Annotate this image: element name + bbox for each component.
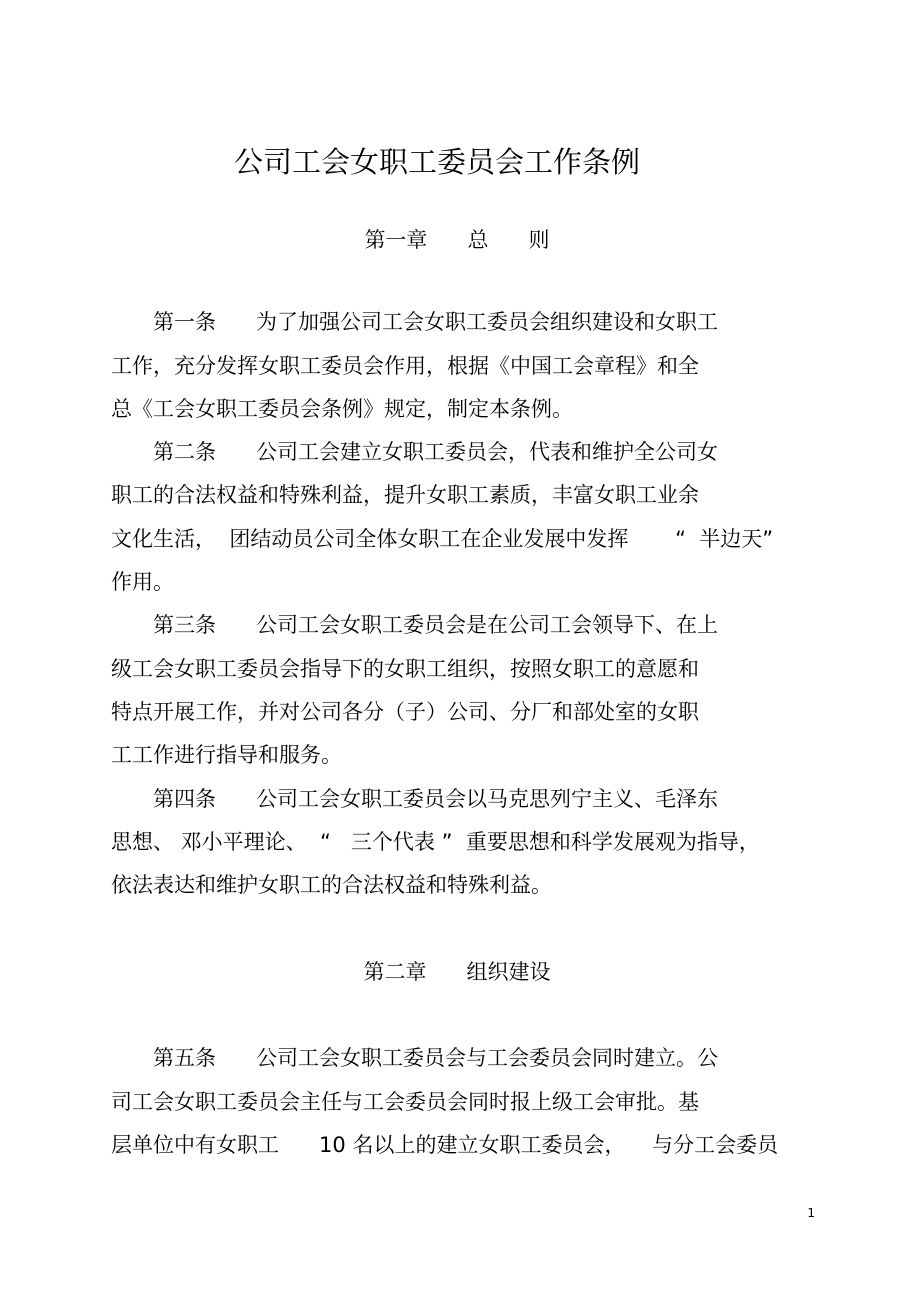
article-1-line-3: 总《工会女职工委员会条例》规定，制定本条例。: [111, 397, 573, 421]
article-3-line-2: 级工会女职工委员会指导下的女职工组织，按照女职工的意愿和: [111, 657, 699, 681]
page-number: 1: [807, 1206, 815, 1220]
article-5-line-3: 层单位中有女职工 10 名以上的建立女职工委员会， 与分工会委员: [111, 1133, 779, 1157]
article-1-line-2: 工作，充分发挥女职工委员会作用，根据《中国工会章程》和全: [111, 354, 699, 378]
article-1-line-1: 第一条 为了加强公司工会女职工委员会组织建设和女职工: [153, 310, 719, 334]
article-5-line-1: 第五条 公司工会女职工委员会与工会委员会同时建立。公: [153, 1046, 719, 1070]
article-3-line-1: 第三条 公司工会女职工委员会是在公司工会领导下、在上: [153, 613, 719, 637]
article-4-line-1: 第四条 公司工会女职工委员会以马克思列宁主义、毛泽东: [153, 787, 719, 811]
article-4-line-2: 思想、 邓小平理论、 “ 三个代表 ” 重要思想和科学发展观为指导，: [111, 830, 760, 854]
article-3-line-4: 工工作进行指导和服务。: [111, 743, 342, 767]
chapter-1-heading: 第一章 总 则: [364, 228, 550, 252]
article-2-line-2: 职工的合法权益和特殊利益，提升女职工素质，丰富女职工业余: [111, 483, 699, 507]
document-title: 公司工会女职工委员会工作条例: [233, 145, 640, 179]
chapter-2-heading: 第二章 组织建设: [363, 960, 551, 984]
article-2-line-4: 作用。: [111, 570, 174, 594]
article-5-line-2: 司工会女职工委员会主任与工会委员会同时报上级工会审批。基: [111, 1090, 699, 1114]
article-4-line-3: 依法表达和维护女职工的合法权益和特殊利益。: [111, 873, 552, 897]
article-2-line-3: 文化生活， 团结动员公司全体女职工在企业发展中发挥 “ 半边天”: [111, 527, 774, 551]
article-2-line-1: 第二条 公司工会建立女职工委员会，代表和维护全公司女: [153, 440, 719, 464]
article-3-line-3: 特点开展工作，并对公司各分（子）公司、分厂和部处室的女职: [111, 700, 699, 724]
